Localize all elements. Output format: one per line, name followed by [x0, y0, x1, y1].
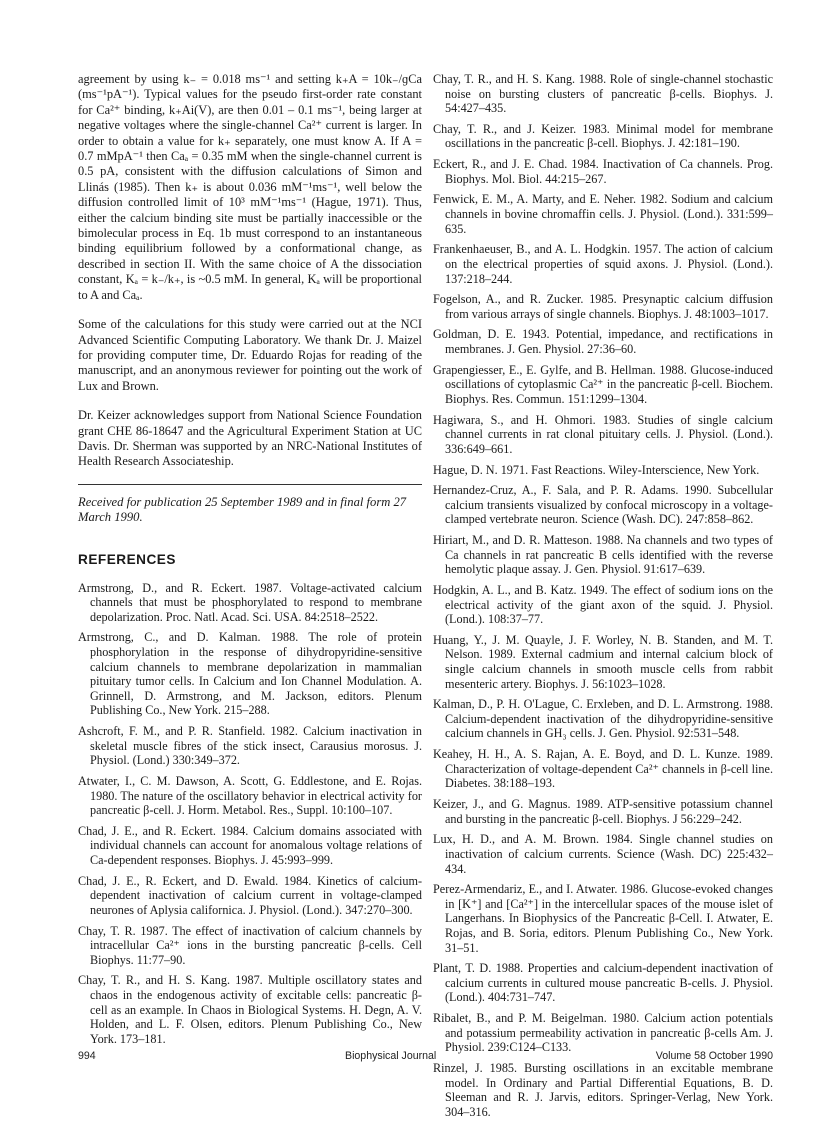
reference-item: Perez-Armendariz, E., and I. Atwater. 1986. Glucose-evoked changes in [K⁺] and [Ca²⁺] in the intercellular spaces of the mouse islet of Langerhans. In Biophysics of the Pancreatic β-Cell. I. Atwater, E. Rojas, and B. Soria, editors. Plenum Publishing Co., New York. 31–51. — [433, 882, 773, 955]
reference-item: Frankenhaeuser, B., and A. L. Hodgkin. 1957. The action of calcium on the electrical properties of squid axons. J. Physiol. (Lond.). 137:218–244. — [433, 242, 773, 286]
reference-item: Ashcroft, F. M., and P. R. Stanfield. 1982. Calcium inactivation in skeletal muscle fibres of the stick insect, Carausius morosus. J. Physiol. (Lond.) 330:349–372. — [78, 724, 422, 768]
body-paragraph: Some of the calculations for this study were carried out at the NCI Advanced Scientific Computing Laboratory. We thank Dr. J. Maizel for providing computer time, Dr. Eduardo Rojas for reading of the manuscript, and an anonymous reviewer for pointing out the work of Lux and Brown. — [78, 317, 422, 393]
reference-item: Keahey, H. H., A. S. Rajan, A. E. Boyd, and D. L. Kunze. 1989. Characterization of voltage-dependent Ca²⁺ channels in β-cell line. Diabetes. 38:188–193. — [433, 747, 773, 791]
reference-item: Plant, T. D. 1988. Properties and calcium-dependent inactivation of calcium currents in cultured mouse pancreatic B-cells. J. Physiol. (Lond.). 404:731–747. — [433, 961, 773, 1005]
acknowledgment-paragraph: Dr. Keizer acknowledges support from National Science Foundation grant CHE 86-18647 and the Agricultural Experiment Station at UC Davis. Dr. Sherman was supported by an NRC-National Institutes of Health Research Associateship. — [78, 408, 422, 469]
reference-item: Chad, J. E., and R. Eckert. 1984. Calcium domains associated with individual channels can account for anomalous voltage relations of Ca-dependent responses. Biophys. J. 45:993–999. — [78, 823, 422, 868]
reference-item: Huang, Y., J. M. Quayle, J. F. Worley, N. B. Standen, and M. T. Nelson. 1989. External cadmium and internal calcium block of single calcium channels in smooth muscle cells from rabbit mesenteric artery. Biophys. J. 56:1023–1028. — [433, 632, 773, 691]
volume-info: Volume 58 October 1990 — [655, 1050, 773, 1062]
reference-item: Ribalet, B., and P. M. Beigelman. 1980. Calcium action potentials and potassium permeability activation in pancreatic β-cells Am. J. Physiol. 239:C124–C133. — [433, 1011, 773, 1055]
reference-item: Hiriart, M., and D. R. Matteson. 1988. Na channels and two types of Ca channels in rat pancreatic B cells identified with the reverse hemolytic plaque assay. J. Gen. Physiol. 91:617–639. — [433, 533, 773, 577]
reference-item: Chay, T. R., and J. Keizer. 1983. Minimal model for membrane oscillations in the pancreatic β-cell. Biophys. J. 42:181–190. — [433, 121, 773, 151]
reference-item: Eckert, R., and J. E. Chad. 1984. Inactivation of Ca channels. Prog. Biophys. Mol. Biol. 44:215–267. — [433, 157, 773, 186]
reference-item: Atwater, I., C. M. Dawson, A. Scott, G. Eddlestone, and E. Rojas. 1980. The nature of the oscillatory behavior in electrical activity for pancreatic β-cell. J. Horm. Metabol. Res., Suppl. 10:100–107. — [78, 773, 422, 818]
reference-item: Lux, H. D., and A. M. Brown. 1984. Single channel studies on inactivation of calcium currents. Science (Wash. DC) 225:432–434. — [433, 832, 773, 876]
reference-item: Hagiwara, S., and H. Ohmori. 1983. Studies of single calcium channel currents in rat clonal pituitary cells. J. Physiol. (Lond.). 336:649–661. — [433, 412, 773, 456]
page-number: 994 — [78, 1050, 96, 1062]
reference-item: Hodgkin, A. L., and B. Katz. 1949. The effect of sodium ions on the electrical activity of the giant axon of the squid. J. Physiol. (Lond.). 108:37–77. — [433, 582, 773, 627]
reference-item: Chay, T. R. 1987. The effect of inactivation of calcium channels by intracellular Ca²⁺ ions in the bursting pancreatic β-cells. Cell Biophys. 11:77–90. — [78, 923, 422, 967]
reference-item: Grapengiesser, E., E. Gylfe, and B. Hellman. 1988. Glucose-induced oscillations of cytoplasmic Ca²⁺ in the pancreatic β-cell. Biochem. Biophys. Res. Commun. 151:1299–1304. — [433, 362, 773, 406]
reference-item: Hague, D. N. 1971. Fast Reactions. Wiley-Interscience, New York. — [433, 462, 760, 477]
reference-item: Chay, T. R., and H. S. Kang. 1988. Role of single-channel stochastic noise on bursting clusters of pancreatic β-cells. Biophys. J. 54:427–435. — [433, 72, 773, 116]
references-list-left — [78, 581, 422, 1047]
references-list-right — [433, 72, 773, 1119]
references-heading: REFERENCES — [78, 551, 176, 567]
reference-item: Chad, J. E., R. Eckert, and D. Ewald. 1984. Kinetics of calcium-dependent inactivation of calcium current in voltage-clamped neurones of Aplysia californica. J. Physiol. (Lond.). 347:270–300. — [78, 873, 422, 917]
received-note: Received for publication 25 September 1989 and in final form 27 March 1990. — [78, 494, 407, 525]
reference-item: Rinzel, J. 1985. Bursting oscillations in an excitable membrane model. In Ordinary and Partial Differential Equations, B. D. Sleeman and R. J. Jarvis, editors. Springer-Verlag, New York. 304–316. — [433, 1061, 773, 1119]
right-column — [433, 72, 773, 1125]
reference-item: Keizer, J., and G. Magnus. 1989. ATP-sensitive potassium channel and bursting in the pancreatic β-cell. Biophys. J 56:229–242. — [433, 797, 773, 826]
body-paragraph: agreement by using k₋ = 0.018 ms⁻¹ and setting k₊A = 10k₋/ɡCa (ms⁻¹pA⁻¹). Typical values for the pseudo first-order rate constant for Ca²⁺ binding, k₊Ai(V), are then 0.01 – 0.1 ms⁻¹, being larger at negative voltages where the single-channel Ca²⁺ current is larger. In order to obtain a value for k₊ separately, one must know A. If A = 0.7 mMpA⁻¹ then Caₐ = 0.35 mM when the single-channel current is 0.5 pA, consistent with the diffusion calculations of Simon and Llinás (1985). Then k₊ is about 0.036 mM⁻¹ms⁻¹, well below the diffusion controlled limit of 10³ mM⁻¹ms⁻¹ (Hague, 1971). Thus, either the calcium binding site must be partially inaccessible or the bimolecular process in Eq. 1b must correspond to an instantaneous binding equilibrium followed by a conformational change, as described in section II. With the same choice of A the dissociation constant, Kₐ = k₋/k₊, is ~0.5 mM. In general, Kₐ will be proportional to A and Caₐ. — [78, 72, 422, 302]
reference-item: Armstrong, C., and D. Kalman. 1988. The role of protein phosphorylation in the response of dihydropyridine-sensitive calcium channels to membrane depolarization in mammalian pituitary tumor cells. In Calcium and Ion Channel Modulation. A. Grinnell, D. Armstrong, and M. Jackson, editors. Plenum Publishing Co., New York. 215–288. — [78, 630, 422, 718]
reference-item: Kalman, D., P. H. O'Lague, C. Erxleben, and D. L. Armstrong. 1988. Calcium-dependent inactivation of the dihydropyridine-sensitive calcium channels in GH₃ cells. J. Gen. Physiol. 92:531–548. — [433, 697, 773, 741]
reference-item: Hernandez-Cruz, A., F. Sala, and P. R. Adams. 1990. Subcellular calcium transients visualized by confocal microscopy in a voltage-clamped vertebrate neuron. Science (Wash. DC). 247:858–862. — [433, 483, 773, 527]
left-column — [78, 72, 422, 1053]
page-footer — [78, 1050, 773, 1064]
reference-item: Fenwick, E. M., A. Marty, and E. Neher. 1982. Sodium and calcium channels in bovine chromaffin cells. J. Physiol. (Lond.). 331:599–635. — [433, 192, 773, 236]
reference-item: Chay, T. R., and H. S. Kang. 1987. Multiple oscillatory states and chaos in the endogenous activity of excitable cells: pancreatic β-cell as an example. In Chaos in Biological Systems. H. Degn, A. V. Holden, and L. F. Olsen, editors. Plenum Publishing Co., New York. 173–181. — [78, 973, 422, 1046]
journal-name: Biophysical Journal — [345, 1050, 437, 1062]
reference-item: Goldman, D. E. 1943. Potential, impedance, and rectifications in membranes. J. Gen. Physiol. 27:36–60. — [433, 327, 773, 357]
reference-item: Armstrong, D., and R. Eckert. 1987. Voltage-activated calcium channels that must be phosphorylated to respond to membrane depolarization. Proc. Natl. Acad. Sci. USA. 84:2518–2522. — [78, 580, 422, 624]
reference-item: Fogelson, A., and R. Zucker. 1985. Presynaptic calcium diffusion from various arrays of single channels. Biophys. J. 48:1003–1017. — [433, 292, 773, 321]
